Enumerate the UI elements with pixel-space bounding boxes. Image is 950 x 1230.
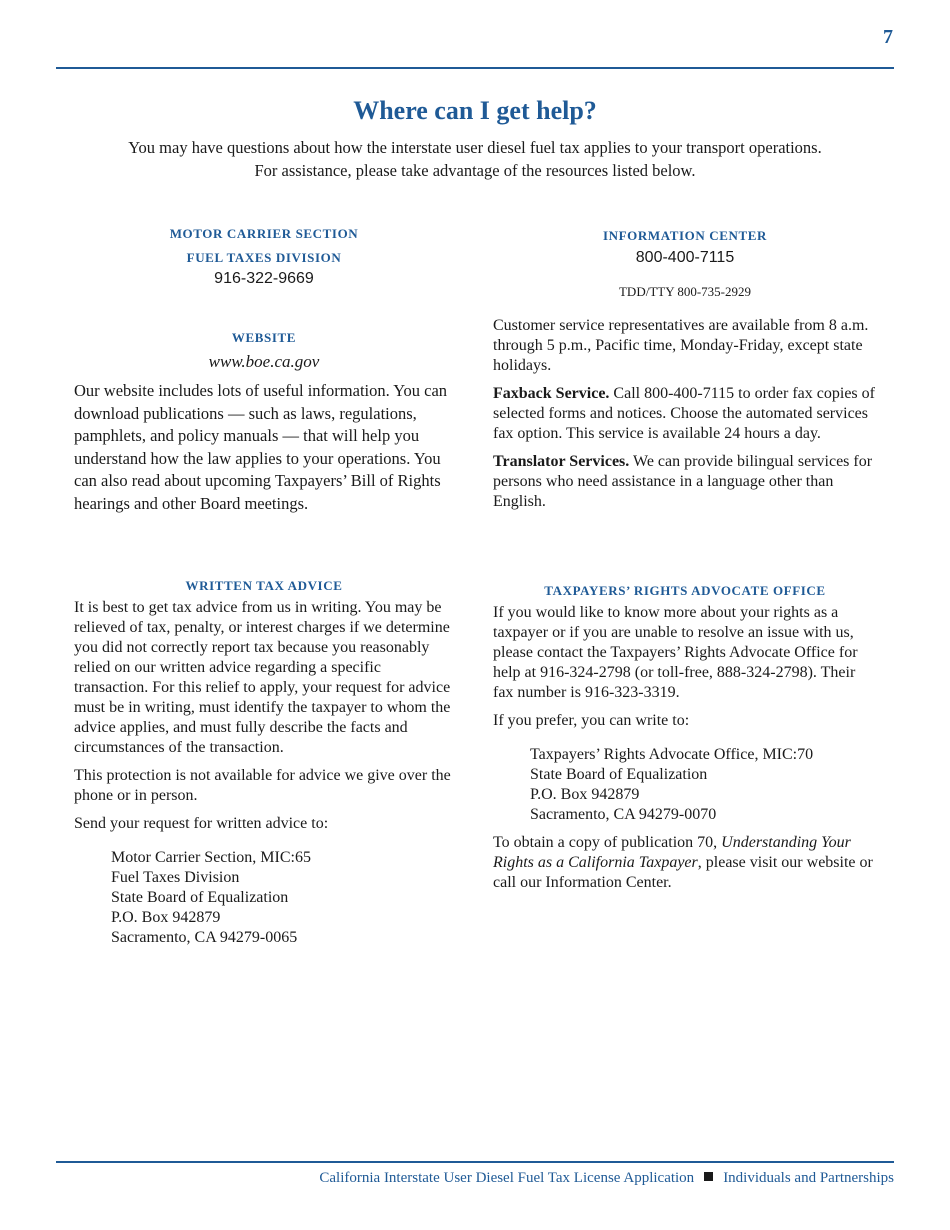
address-line: Sacramento, CA 94279-0065 (111, 929, 298, 946)
intro-text (60, 136, 890, 182)
fuel-taxes-heading: FUEL TAXES DIVISION (186, 250, 342, 265)
advocate-block (493, 581, 877, 901)
tdd-line: TDD/TTY 800-735-2929 (618, 284, 752, 299)
motor-carrier-block (74, 224, 454, 289)
written-advice-para-2: This protection is not available for advice we give over the phone or in person. (74, 767, 451, 804)
info-center-block (493, 226, 877, 520)
motor-carrier-phone: 916-322-9669 (214, 270, 314, 287)
square-bullet-icon (704, 1172, 713, 1181)
address-line: P.O. Box 942879 (111, 909, 221, 926)
faxback-label: Faxback Service. (493, 385, 610, 402)
address-line: Motor Carrier Section, MIC:65 (111, 849, 311, 866)
publication-title: Understanding Your Rights as a California Taxpayer (493, 834, 851, 871)
advocate-para-3 (493, 833, 877, 893)
written-advice-block (74, 576, 454, 948)
intro-line-1: You may have questions about how the interstate user diesel fuel tax applies to your transport operations. (128, 138, 822, 157)
address-line: Taxpayers’ Rights Advocate Office, MIC:70 (530, 746, 814, 763)
intro-line-2: For assistance, please take advantage of the resources listed below. (254, 161, 696, 180)
written-advice-heading: WRITTEN TAX ADVICE (185, 578, 343, 593)
written-advice-address (74, 848, 454, 948)
address-line: Sacramento, CA 94279-0070 (530, 806, 717, 823)
footer-rule (56, 1161, 894, 1163)
advocate-para-2: If you prefer, you can write to: (493, 712, 690, 729)
translator-text: We can provide bilingual services for persons who need assistance in a language other than English. (493, 453, 873, 510)
faxback-text: Call 800-400-7115 to order fax copies of selected forms and notices. Choose the automated services fax option. This service is available 24 hours a day. (493, 385, 875, 442)
motor-carrier-heading: MOTOR CARRIER SECTION (169, 226, 359, 241)
info-center-para-1: Customer service representatives are available from 8 a.m. through 5 p.m., Pacific time, Monday-Friday, except state holidays. (493, 317, 869, 374)
website-url[interactable]: www.boe.ca.gov (208, 352, 320, 371)
advocate-para-3-post: , please visit our website or call our Information Center. (493, 854, 873, 891)
advocate-para-3-pre: To obtain a copy of publication 70, (493, 834, 722, 851)
advocate-heading: TAXPAYERS’ RIGHTS ADVOCATE OFFICE (544, 583, 826, 598)
info-center-phone: 800-400-7115 (635, 249, 735, 266)
address-line: State Board of Equalization (111, 889, 289, 906)
website-block (74, 328, 454, 515)
written-advice-para-1: It is best to get tax advice from us in writing. You may be relieved of tax, penalty, or interest charges if we determine you did not correctly report tax because you reasonably relied on our written advice regarding a specific transaction. For this relief to apply, your request for advice must be in writing, must identify the taxpayer to whom the advice applies, and must fully describe the facts and circumstances of the transaction. (74, 599, 451, 756)
website-heading: WEBSITE (231, 330, 297, 345)
footer (319, 1170, 894, 1187)
page-title: Where can I get help? (353, 96, 597, 125)
translator-label: Translator Services. (493, 453, 630, 470)
advocate-para-1: If you would like to know more about your rights as a taxpayer or if you are unable to resolve an issue with us, please contact the Taxpayers’ Rights Advocate Office for help at 916-324-2798 (or toll-free, 888-324-2798). Their fax number is 916-323-3319. (493, 604, 858, 701)
address-line: P.O. Box 942879 (530, 786, 640, 803)
footer-right: Individuals and Partnerships (723, 1170, 894, 1186)
info-center-heading: INFORMATION CENTER (602, 228, 768, 243)
page-number: 7 (883, 26, 893, 48)
header-rule (56, 67, 894, 69)
written-advice-para-3: Send your request for written advice to: (74, 815, 329, 832)
faxback-para (493, 384, 877, 444)
translator-para (493, 452, 877, 512)
website-body: Our website includes lots of useful information. You can download publications — such as laws, regulations, pamphlets, and policy manuals — that will help you understand how the law applies to your operations. You can also read about upcoming Taxpayers’ Bill of Rights hearings and other Board meetings. (74, 381, 448, 513)
address-line: Fuel Taxes Division (111, 869, 240, 886)
footer-left: California Interstate User Diesel Fuel Tax License Application (319, 1170, 695, 1186)
advocate-address (493, 745, 877, 825)
address-line: State Board of Equalization (530, 766, 708, 783)
